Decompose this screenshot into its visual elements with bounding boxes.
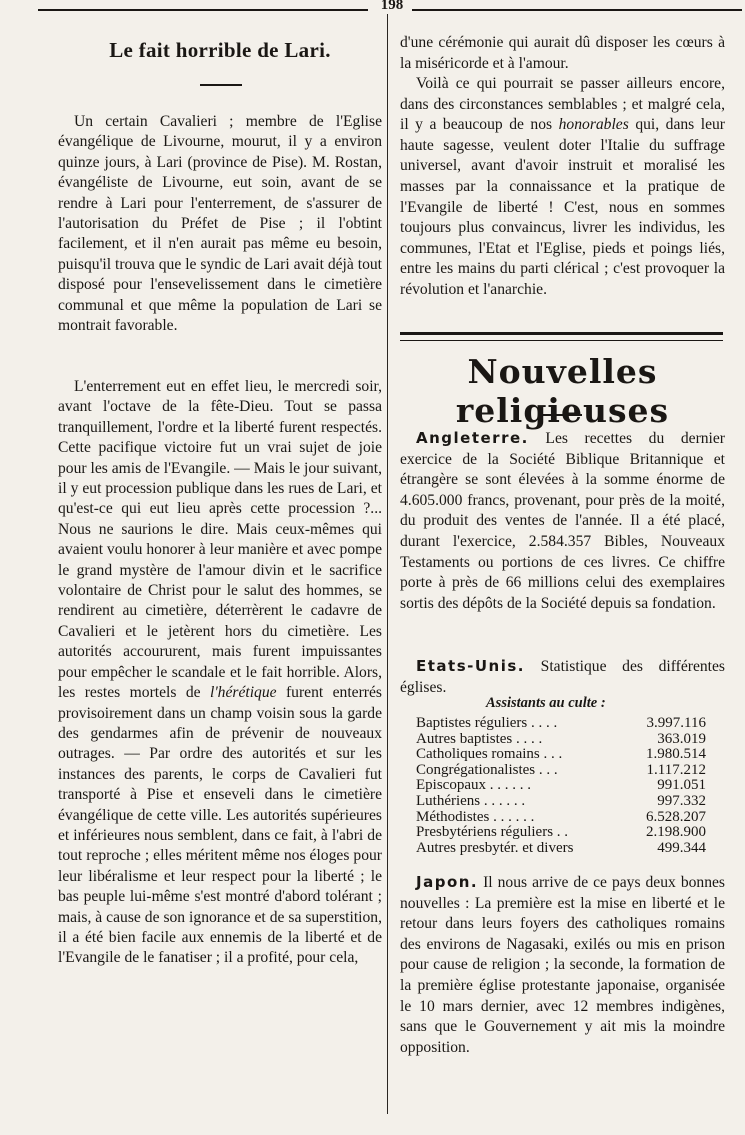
stat-value: 997.332: [657, 792, 706, 809]
table-row: [416, 794, 706, 810]
header-rule-left: [38, 9, 368, 11]
stat-label: Autres presbytér. et divers: [416, 839, 574, 856]
article-paragraph-2: [58, 377, 382, 969]
continuation-b-start: Voilà ce qui pourrait se passer ailleurs encore, dans des circonstances semblables ; et malgré cela, il y a beaucoup de nos: [400, 75, 725, 134]
stat-value: 363.019: [657, 730, 706, 747]
header-rule-right: [412, 9, 742, 11]
table-row: [416, 841, 706, 857]
etats-unis-label: Etats-Unis.: [416, 657, 525, 675]
stat-label: Méthodistes . . . . . .: [416, 808, 535, 825]
japon-label: Japon.: [416, 873, 479, 891]
stat-value: 3.997.116: [646, 715, 706, 731]
stat-label: Baptistes réguliers . . . .: [416, 715, 558, 731]
honorables-italic: honorables: [558, 116, 629, 134]
angleterre-text: Les recettes du dernier exercice de la Société Biblique Britannique et étrangère se sont élevées à la somme énorme de 4.605.000 francs, provenant, pour près de la moité, du produit des ventes de l'année. Il a été placé, durant l'exercice, 2.584.357 Bibles, Nouveaux Testaments ou portions de ces livres. Ce chiffre porte à près de 66 millions celui des exemplaires sortis des dépôts de la Société depuis sa fondation.: [400, 430, 725, 612]
table-row: [416, 810, 706, 826]
page-header: [0, 0, 745, 14]
table-row: [416, 732, 706, 748]
article-paragraph-1: Un certain Cavalieri ; membre de l'Eglise évangélique de Livourne, mourut, il y a environ quinze jours, à Lari (province de Pise). M. Rostan, évangéliste de Livourne, eut soin, avant de se rendre à Lari pour l'enterrement, de s'assurer de l'autorisation du Préfet de Pise ; il l'obtint facilement, et il n'en aurait pas même eu besoin, puisqu'il trouva que le syndic de Lari avait déjà tout disposé pour l'ensevelissement dans le cimetière communal et que même la population de Lari se montrait favorable.: [58, 113, 382, 335]
page-number: 198: [380, 0, 404, 13]
etats-unis-text: Statistique des différentes églises.: [400, 658, 725, 696]
table-row: [416, 778, 706, 794]
continuation-paragraph-b: [400, 74, 725, 301]
angleterre-label: Angleterre.: [416, 429, 529, 447]
stat-value: 991.051: [657, 777, 706, 794]
stat-label: Presbytériens réguliers . .: [416, 824, 569, 841]
stat-label: Episcopaux . . . . . .: [416, 777, 531, 794]
table-row: [416, 747, 706, 763]
table-row: [416, 716, 706, 732]
stat-label: Congrégationalistes . . .: [416, 761, 558, 778]
japon-paragraph: [400, 872, 725, 1058]
stat-value: 1.117.212: [646, 761, 706, 778]
section-title: Nouvelles religieuses: [455, 352, 670, 430]
church-statistics-table: [416, 716, 706, 856]
stat-label: Catholiques romains . . .: [416, 746, 563, 763]
heretique-italic: l'hérétique: [210, 684, 277, 702]
column-divider: [387, 14, 388, 1114]
table-row: [416, 825, 706, 841]
stat-value: 6.528.207: [646, 808, 706, 825]
japon-text: Il nous arrive de ce pays deux bonnes nouvelles : La première est la mise en liberté et le retour dans leurs foyers des catholiques romains des environs de Nagasaki, exilés ou mis en prison pour cause de religion ; la seconde, la formation de la première église protestante japonaise, organisée le 10 mars dernier, avec 12 membres indigènes, sans que le Gouvernement y ait mis la moindre opposition.: [400, 874, 725, 1056]
table-row: [416, 763, 706, 779]
article-title: Le fait horrible de Lari.: [109, 38, 331, 62]
continuation-paragraph-a: d'une cérémonie qui aurait dû disposer les cœurs à la miséricorde et à l'amour.: [400, 34, 725, 72]
paragraph-2-end: furent enterrés provisoirement dans un champ voisin sous la garde des gendarmes afin de prévenir de nouveaux outrages. — Par ordre des autorités et sur les instances des parents, le corps de Cavalieri fut transporté à Pise et enseveli dans le cimetière évangélique de cette ville. Les autorités supérieures et inférieures nous semblent, dans ce fait, à l'abri de tout reproche ; elles méritent même nos éloges pour leur libéralisme et leur respect pour la liberté ; le bas peuple lui-même s'est montré d'abord tolérant ; mais, à cause de son ignorance et de sa superstition, il a été bien facile aux ennemis de la liberté et de l'Evangile de le fanatiser ; il a profité, pour cela,: [58, 684, 382, 967]
title-rule: [200, 84, 242, 86]
angleterre-paragraph: [400, 428, 725, 614]
stat-label: Autres baptistes . . . .: [416, 730, 543, 747]
paragraph-2-start: L'enterrement eut en effet lieu, le mercredi soir, avant l'octave de la fête-Dieu. Tout se passa tranquillement, l'ordre et la liberté furent respectés. Cette pacifique victoire fut un vrai sujet de joie pour les amis de l'Evangile. — Mais le jour suivant, il y eut procession publique dans les rues de Lari, et qu'est-ce qui eut lieu après cette procession ?... Nous ne saurions le dire. Mais ceux-mêmes qui avaient voulu honorer à leur manière et avec pompe le grand mystère de l'amour divin et le sacrifice volontaire de Christ pour le salut des hommes, se rendirent au cimetière, déterrèrent le cadavre de Cavalieri et le jetèrent hors du cimetière. Les autorités accoururent, mais furent impuissantes pour empêcher le scandale et le fait horrible. Alors, les restes mortels de: [58, 378, 382, 702]
stat-label: Luthériens . . . . . .: [416, 792, 526, 809]
stat-value: 2.198.900: [646, 824, 706, 841]
section-separator-rule: [400, 332, 723, 341]
continuation-b-end: qui, dans leur haute sagesse, veulent doter l'Italie du suffrage universel, avant d'avoir instruit et moralisé les masses par la connaissance et la pratique de l'Evangile de liberté ! C'est, nous en sommes toujours plus convaincus, livrer les individus, les communes, l'Etat et l'Eglise, pieds et poings liés, entre les mains du parti clérical ; c'est provoquer la révolution et l'anarchie.: [400, 116, 725, 298]
stat-value: 1.980.514: [646, 746, 706, 763]
etats-unis-paragraph: [400, 656, 725, 698]
stat-value: 499.344: [657, 839, 706, 856]
section-title-rule: [540, 414, 582, 416]
stats-heading: Assistants au culte :: [486, 695, 606, 711]
